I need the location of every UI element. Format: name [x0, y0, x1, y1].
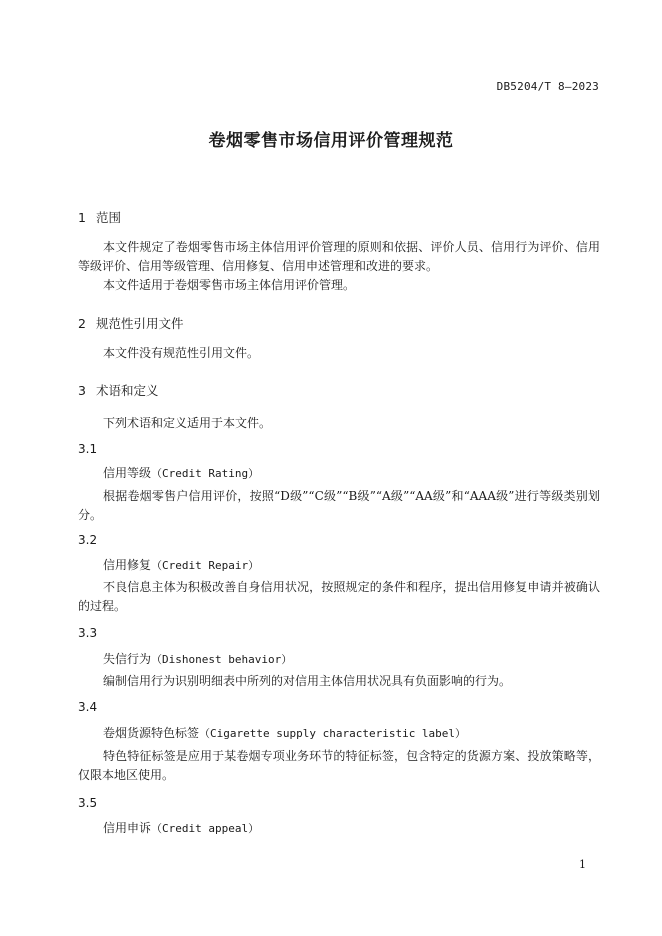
term-definition: 根据卷烟零售户信用评价，按照“D级”“C级”“B级”“A级”“AA级”和“AAA级”进行等级类别划分。 — [78, 489, 600, 522]
term-en: （Cigarette supply characteristic label） — [199, 727, 467, 740]
term-cn: 失信行为 — [103, 652, 152, 666]
term-title — [103, 819, 259, 836]
section-heading-2 — [78, 314, 184, 332]
term-definition: 特色特征标签是应用于某卷烟专项业务环节的特征标签，包含特定的货源方案、投放策略等，仅限本地区使用。 — [78, 749, 600, 782]
term-cn: 信用修复 — [103, 558, 152, 572]
paragraph-references: 本文件没有规范性引用文件。 — [103, 346, 260, 360]
term-title — [103, 556, 259, 573]
term-definition: 不良信息主体为积极改善自身信用状况，按照规定的条件和程序，提出信用修复申请并被确认的过程。 — [78, 580, 600, 613]
term-number: 3.3 — [78, 626, 98, 640]
term-title — [103, 464, 259, 481]
term-definition: 编制信用行为识别明细表中所列的对信用主体信用状况具有负面影响的行为。 — [103, 674, 512, 688]
section-title: 范围 — [96, 210, 122, 225]
term-title — [103, 724, 466, 741]
section-title: 规范性引用文件 — [96, 316, 184, 331]
term-number: 3.4 — [78, 700, 98, 714]
document-title: 卷烟零售市场信用评价管理规范 — [208, 131, 454, 151]
section-title: 术语和定义 — [96, 383, 159, 398]
section-number: 2 — [78, 316, 86, 331]
term-number: 3.2 — [78, 533, 98, 547]
term-en: （Credit Repair） — [151, 559, 260, 572]
section-heading-3 — [78, 381, 159, 399]
paragraph-scope-2: 本文件适用于卷烟零售市场主体信用评价管理。 — [103, 278, 356, 292]
term-en: （Credit appeal） — [151, 822, 260, 835]
term-cn: 卷烟货源特色标签 — [103, 726, 200, 740]
paragraph-scope-1: 本文件规定了卷烟零售市场主体信用评价管理的原则和依据、评价人员、信用行为评价、信用等级评价、信用等级管理、信用修复、信用申述管理和改进的要求。 — [78, 240, 600, 273]
paragraph-terms-intro: 下列术语和定义适用于本文件。 — [103, 416, 272, 430]
section-heading-1 — [78, 208, 121, 226]
term-number: 3.5 — [78, 796, 98, 810]
term-cn: 信用等级 — [103, 466, 152, 480]
section-number: 3 — [78, 383, 86, 398]
page-number: 1 — [579, 858, 586, 871]
term-cn: 信用申诉 — [103, 821, 152, 835]
document-code: DB5204/T 8—2023 — [496, 80, 599, 93]
section-number: 1 — [78, 210, 86, 225]
term-number: 3.1 — [78, 442, 98, 456]
term-en: （Credit Rating） — [151, 467, 260, 480]
term-title — [103, 650, 292, 667]
term-en: （Dishonest behavior） — [151, 653, 293, 666]
